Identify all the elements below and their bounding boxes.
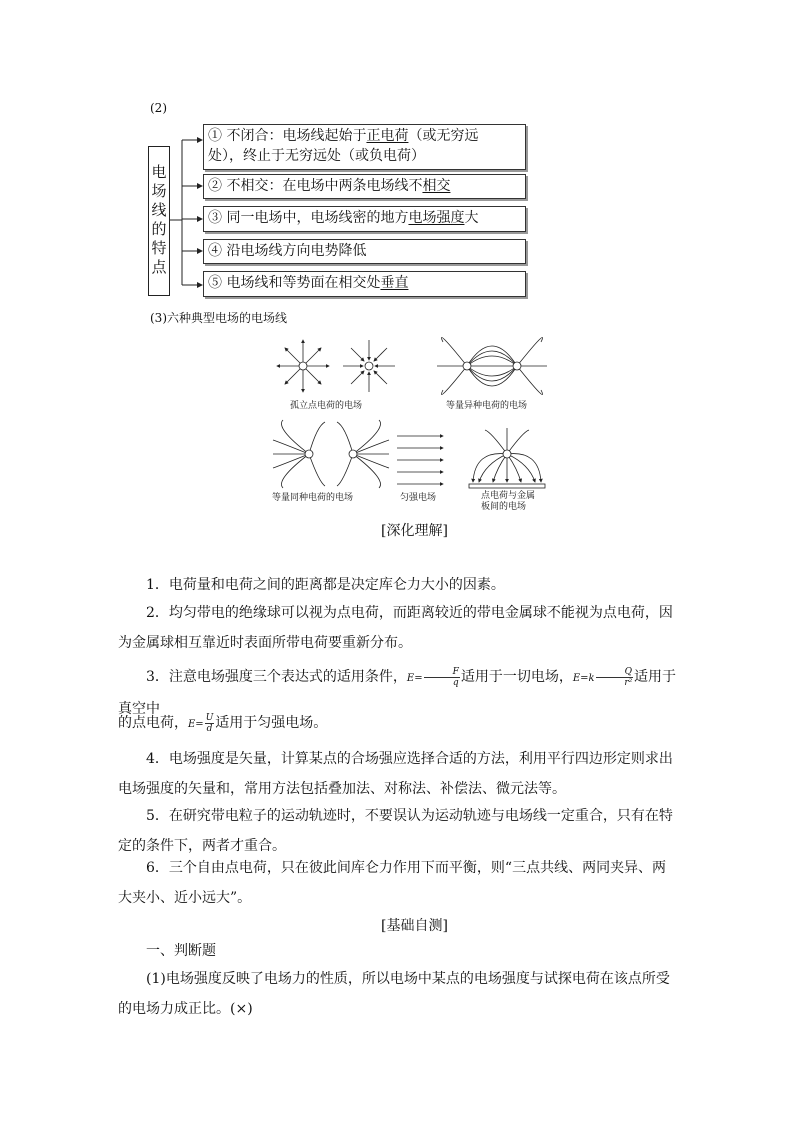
item-text: ③ 同一电场中，电场线密的地方 — [208, 210, 409, 226]
feature-item-5 — [203, 271, 526, 297]
denominator: q — [452, 677, 459, 688]
item-text: ① 不闭合：电场线起始于 — [208, 128, 367, 144]
same-charges-figure — [273, 420, 389, 488]
denominator: r² — [624, 677, 633, 688]
title-char: 特 — [151, 239, 167, 257]
title-char: 线 — [151, 201, 167, 219]
electric-field-line-features-title — [148, 146, 170, 296]
feature-item-1 — [203, 124, 526, 170]
uniform-field-figure — [397, 436, 443, 484]
deep-point-4: 4．电场强度是矢量，计算某点的合场强应选择合适的方法，利用平行四边形定则求出电场强度的矢量和，常用方法包括叠加法、对称法、补偿法、微元法等。 — [118, 751, 673, 797]
bracket-connector — [168, 125, 208, 295]
feature-item-2 — [203, 174, 526, 199]
point-3-text: 的点电荷， — [118, 715, 188, 731]
numerator: U — [205, 712, 214, 723]
basic-self-test-heading: [基础自测] — [381, 918, 448, 934]
feature-item-4 — [203, 239, 526, 264]
deep-point-6: 6．三个自由点电荷，只在彼此间库仑力作用下而平衡，则“三点共线、两同夹异、两大夹小、近小远大”。 — [118, 860, 667, 906]
deep-point-1: 1．电荷量和电荷之间的距离都是决定库仑力大小的因素。 — [146, 577, 505, 593]
item-key-term: 相交 — [422, 178, 451, 194]
item-key-term: 正电荷 — [366, 128, 409, 144]
opposite-charges-figure — [437, 337, 547, 394]
point-3-text: 适用于匀强电场。 — [215, 715, 328, 731]
title-char: 电 — [151, 163, 167, 181]
section-2-label: (2) — [150, 101, 167, 115]
numerator: F — [424, 667, 460, 678]
question-1: (1)电场强度反映了电场力的性质，所以电场中某点的电场强度与试探电荷在该点所受的电场力成正比。(×) — [118, 971, 670, 1017]
same-charges-caption: 等量同种电荷的电场 — [272, 493, 354, 503]
title-char: 的 — [151, 220, 167, 238]
point-3-text: 3．注意电场强度三个表达式的适用条件， — [146, 669, 407, 685]
deep-point-5: 5．在研究带电粒子的运动轨迹时，不要误认为运动轨迹与电场线一定重合，只有在特定的条件下，两者才重合。 — [118, 808, 673, 854]
item-key-term: 垂直 — [380, 275, 409, 291]
uniform-field-caption: 匀强电场 — [400, 493, 437, 503]
deep-understanding-heading: [深化理解] — [381, 523, 448, 539]
formula-lhs: E=k — [572, 673, 595, 684]
point-3-text: 适用于一切电场， — [460, 669, 573, 685]
numerator: Q — [596, 667, 633, 678]
formula-lhs: E= — [406, 673, 423, 684]
charge-plate-figure — [469, 428, 545, 488]
deep-point-3-cont — [118, 708, 678, 740]
item-text: ④ 沿电场线方向电势降低 — [208, 243, 367, 259]
charge-plate-caption-1: 点电荷与金属 — [481, 491, 536, 501]
feature-item-3 — [203, 206, 526, 232]
denominator: d — [206, 723, 213, 734]
title-char: 场 — [151, 182, 167, 200]
item-key-term: 电场强度 — [408, 210, 465, 226]
item-text: ② 不相交：在电场中两条电场线不 — [208, 178, 423, 194]
deep-point-2: 2．均匀带电的绝缘球可以视为点电荷，而距离较近的带电金属球不能视为点电荷，因为金属球相互靠近时表面所带电荷要重新分布。 — [118, 605, 673, 651]
item-text: ⑤ 电场线和等势面在相交处 — [208, 275, 381, 291]
title-char: 点 — [151, 258, 167, 276]
opposite-charges-caption: 等量异种电荷的电场 — [446, 401, 528, 411]
section-3-label: (3)六种典型电场的电场线 — [150, 311, 287, 325]
fraction-f-over-q — [424, 667, 460, 688]
isolated-positive-charge-figure — [277, 340, 329, 392]
fraction-q-over-r2 — [596, 667, 633, 688]
point-3-text: 适用于真空中 — [118, 669, 676, 717]
item-text: 处），终止于无穷远处（或负电荷） — [208, 148, 425, 164]
item-text: （或无穷远 — [408, 128, 479, 144]
charge-plate-caption-2: 板间的电场 — [481, 502, 527, 512]
isolated-charge-caption: 孤立点电荷的电场 — [290, 401, 363, 411]
fraction-u-over-d — [205, 713, 215, 734]
isolated-negative-charge-figure — [343, 340, 395, 392]
judgment-subheading: 一、判断题 — [146, 943, 216, 959]
item-text: 大 — [464, 210, 479, 226]
formula-lhs: E= — [188, 719, 204, 730]
